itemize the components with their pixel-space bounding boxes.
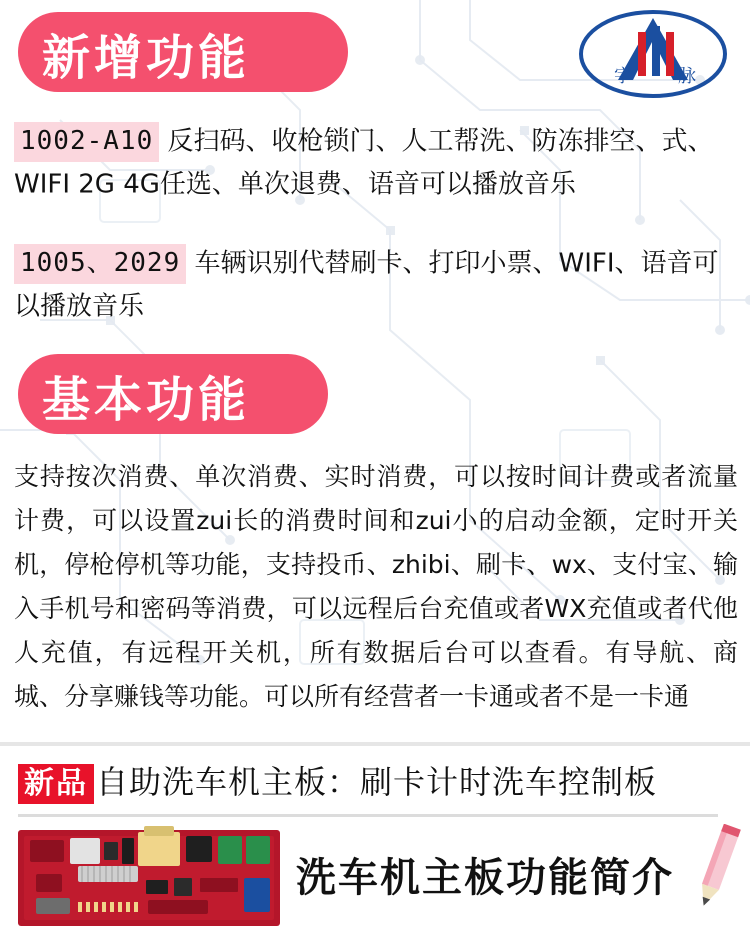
- model-tag-1005-2029: 1005、2029: [14, 244, 186, 284]
- pencil-icon: [690, 824, 744, 914]
- title-underline: [18, 814, 718, 817]
- product-intro-section: [0, 746, 750, 938]
- logo-text-right: 脉: [678, 66, 696, 87]
- product-title: 自助洗车机主板：刷卡计时洗车控制板: [96, 763, 658, 801]
- banner-new-features: [18, 12, 348, 92]
- pcb-board-photo: [18, 822, 280, 928]
- feature-paragraph-1002: [14, 120, 740, 205]
- logo-text-left: 宇: [614, 66, 632, 87]
- banner-basic-features-text: 基本功能: [42, 372, 251, 428]
- banner-basic-features: [18, 354, 328, 434]
- product-feature-heading: 洗车机主板功能简介: [296, 855, 674, 901]
- company-logo: [578, 8, 728, 100]
- banner-new-features-text: 新增功能: [42, 30, 251, 86]
- model-text-1002: 反扫码、收枪锁门、人工帮洗、防冻排空、式、WIFI 2G 4G任选、单次退费、语音可以播放音乐: [14, 126, 714, 199]
- feature-paragraph-1005-2029: [14, 242, 740, 327]
- new-product-badge: 新品: [18, 764, 94, 804]
- basic-features-description: 支持按次消费、单次消费、实时消费，可以按时间计费或者流量计费，可以设置zui长的消费时间和zui小的启动金额，定时开关机，停枪停机等功能，支持投币、zhibi、刷卡、wx、支付宝、输入手机号和密码等消费，可以远程后台充值或者WX充值或者代他人充值，有远程开关机，所有数据后台可以查看。有导航、商城、分享赚钱等功能。可以所有经营者一卡通或者不是一卡通: [14, 462, 738, 711]
- model-tag-1002: 1002-A10: [14, 122, 159, 162]
- model-text-1005-2029: 车辆识别代替刷卡、打印小票、WIFI、语音可以播放音乐: [14, 248, 719, 321]
